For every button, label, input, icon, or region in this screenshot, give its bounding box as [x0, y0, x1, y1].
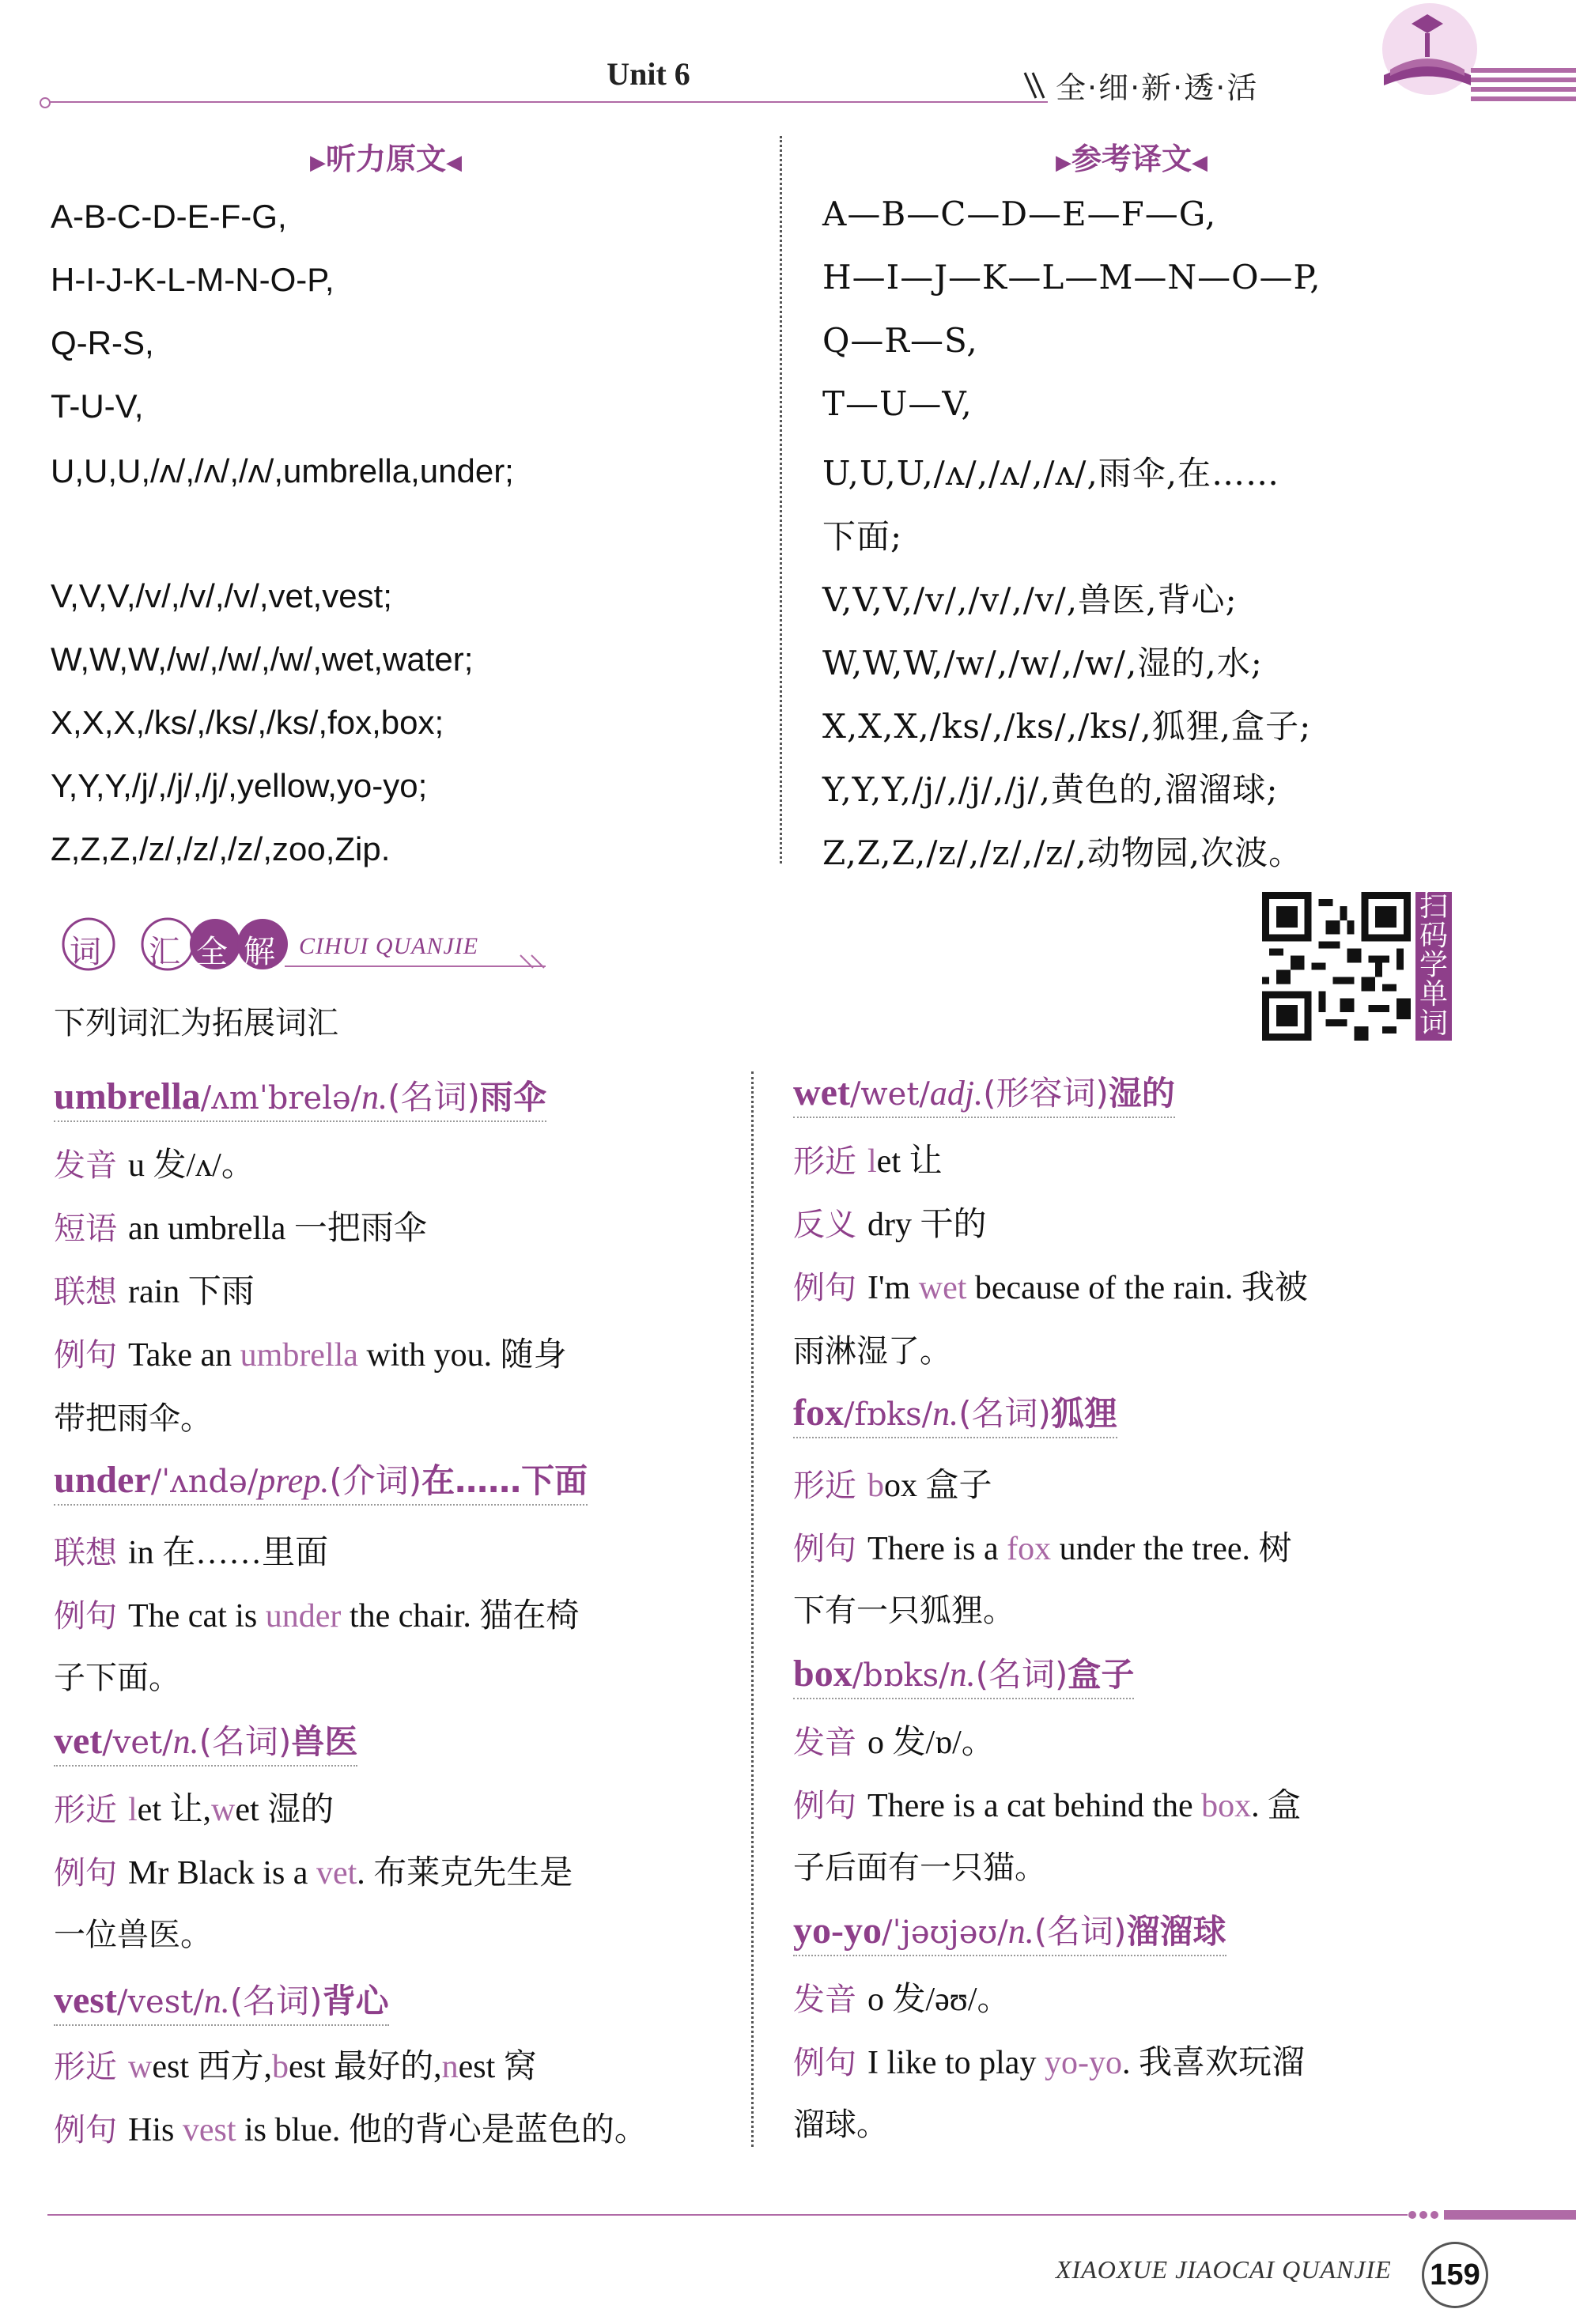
unit-title: Unit 6 — [607, 56, 690, 92]
translation-line: A—B—C—D—E—F—G, — [822, 195, 1217, 233]
footer-dots — [1408, 2205, 1576, 2224]
entry-line: 例句 His vest is blue. 他的背心是蓝色的。 — [54, 2112, 648, 2148]
listening-line: A-B-C-D-E-F-G, — [51, 198, 287, 235]
entry-line: 形近 west 西方,best 最好的,nest 窝 — [54, 2049, 537, 2085]
entry-line: 子下面。 — [54, 1660, 180, 1696]
translation-line: Z,Z,Z,/z/,/z/,/z/,动物园,次波。 — [822, 833, 1303, 872]
entry-line: 发音 o 发/ɒ/。 — [793, 1725, 995, 1761]
entry-line: 例句 There is a cat behind the box. 盒 — [793, 1788, 1302, 1824]
banner-char: 解 — [244, 934, 275, 970]
entry-line: 例句 Take an umbrella with you. 随身 — [54, 1337, 567, 1374]
entry-line: 形近 box 盒子 — [793, 1468, 992, 1504]
entry-line: 带把雨伞。 — [54, 1400, 212, 1437]
double-slash-icon — [1020, 70, 1052, 101]
entry-line: 例句 There is a fox under the tree. 树 — [793, 1531, 1292, 1567]
entry-line: 一位兽医。 — [54, 1917, 212, 1953]
translation-line: V,V,V,/v/,/v/,/v/,兽医,背心; — [822, 580, 1238, 619]
translation-line: W,W,W,/w/,/w/,/w/,湿的,水; — [822, 644, 1263, 682]
entry-line: 发音 u 发/ʌ/。 — [54, 1147, 255, 1184]
entry-vest: vest/vest/n.(名词)背心 — [54, 1975, 389, 2026]
entry-yoyo: yo-yo/ˈjəʊjəʊ/n.(名词)溜溜球 — [793, 1906, 1226, 1956]
translation-line: Q—R—S, — [822, 321, 978, 360]
translation-line: Y,Y,Y,/j/,/j/,/j/,黄色的,溜溜球; — [822, 770, 1279, 809]
entry-line: 例句 Mr Black is a vet. 布莱克先生是 — [54, 1855, 573, 1891]
entry-umbrella: umbrella/ʌmˈbrelə/n.(名词)雨伞 — [54, 1071, 546, 1122]
listening-line: T-U-V, — [51, 387, 144, 425]
entry-line: 溜球。 — [793, 2107, 888, 2143]
header-slogan: 全·细·新·透·活 — [1056, 70, 1259, 105]
translation-line: T—U—V, — [822, 384, 973, 423]
entry-line: 雨淋湿了。 — [793, 1333, 951, 1370]
listening-line: X,X,X,/ks/,/ks/,/ks/,fox,box; — [51, 704, 444, 741]
entry-line: 下有一只狐狸。 — [793, 1593, 1015, 1629]
entry-line: 联想 rain 下雨 — [54, 1274, 255, 1310]
footer-text: XIAOXUE JIAOCAI QUANJIE — [1056, 2255, 1392, 2284]
listening-line: Q-R-S, — [51, 324, 154, 361]
vocab-intro: 下列词汇为拓展词汇 — [54, 1005, 338, 1041]
translation-line: X,X,X,/ks/,/ks/,/ks/,狐狸,盒子; — [822, 707, 1312, 746]
header-rule — [43, 101, 1048, 103]
listening-label: ▶听力原文◀ — [310, 142, 463, 176]
scan-label: 扫 码 学 单 词 — [1415, 892, 1452, 1041]
entry-box: box/bɒks/n.(名词)盒子 — [793, 1649, 1134, 1699]
entry-line: 形近 let 让,wet 湿的 — [54, 1792, 334, 1828]
header-stripes — [1471, 65, 1576, 104]
entry-vet: vet/vet/n.(名词)兽医 — [54, 1716, 357, 1767]
listening-line: W,W,W,/w/,/w/,/w/,wet,water; — [51, 641, 474, 678]
entry-line: 形近 let 让 — [793, 1143, 943, 1180]
listening-line: H-I-J-K-L-M-N-O-P, — [51, 261, 334, 298]
banner-char: 汇 — [149, 934, 180, 970]
banner-char: 全 — [196, 934, 228, 970]
translation-line: H—I—J—K—L—M—N—O—P, — [822, 258, 1321, 297]
entry-fox: fox/fɒks/n.(名词)狐狸 — [793, 1388, 1117, 1438]
book-logo-icon — [1368, 0, 1487, 103]
page-number: 159 — [1422, 2242, 1488, 2308]
qr-code-icon[interactable] — [1262, 892, 1411, 1041]
listening-line: Z,Z,Z,/z/,/z/,/z/,zoo,Zip. — [51, 830, 391, 867]
listening-line: U,U,U,/ʌ/,/ʌ/,/ʌ/,umbrella,under; — [51, 452, 514, 489]
listening-line: V,V,V,/v/,/v/,/v/,vet,vest; — [51, 577, 392, 614]
banner-char: 词 — [70, 934, 101, 970]
footer-rule — [47, 2214, 1408, 2216]
entry-under: under/ˈʌndə/prep.(介词)在……下面 — [54, 1455, 588, 1506]
header-rule-dot — [40, 97, 51, 108]
entry-line: 子后面有一只猫。 — [793, 1850, 1046, 1886]
entry-line: 例句 The cat is under the chair. 猫在椅 — [54, 1598, 580, 1634]
translation-line: 下面; — [822, 517, 903, 556]
listening-line: Y,Y,Y,/j/,/j/,/j/,yellow,yo-yo; — [51, 767, 428, 804]
entry-wet: wet/wet/adj.(形容词)湿的 — [793, 1068, 1175, 1118]
entry-line: 联想 in 在……里面 — [54, 1535, 329, 1571]
translation-label: ▶参考译文◀ — [1056, 142, 1208, 176]
entry-line: 例句 I like to play yo-yo. 我喜欢玩溜 — [793, 2045, 1305, 2081]
entry-line: 发音 o 发/əʊ/。 — [793, 1982, 1011, 2018]
entry-line: 例句 I'm wet because of the rain. 我被 — [793, 1270, 1308, 1306]
vocab-column-divider — [751, 1071, 754, 2147]
banner-pinyin: CIHUI QUANJIE — [299, 933, 479, 959]
translation-line: U,U,U,/ʌ/,/ʌ/,/ʌ/,雨伞,在…… — [822, 454, 1280, 493]
column-divider — [780, 136, 782, 863]
entry-line: 短语 an umbrella 一把雨伞 — [54, 1211, 427, 1247]
entry-line: 反义 dry 干的 — [793, 1207, 987, 1243]
